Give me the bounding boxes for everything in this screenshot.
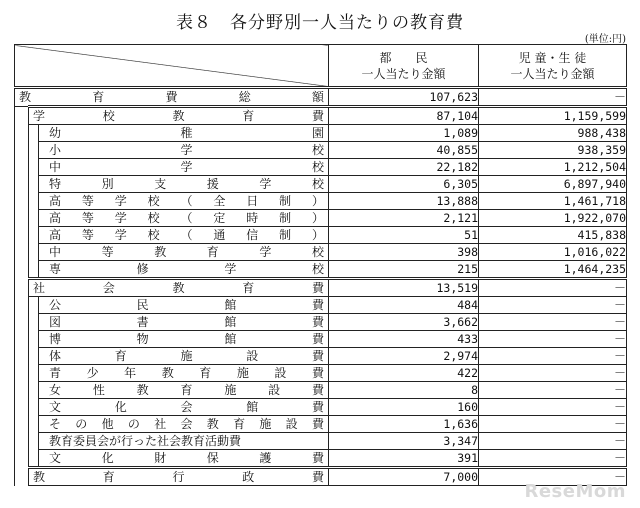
row-label — [39, 176, 329, 193]
row-label — [39, 331, 329, 348]
per-student-value: － — [479, 279, 627, 297]
per-student-value: 415,838 — [479, 227, 627, 244]
per-student-value: － — [479, 297, 627, 314]
row-label-text: 文 化 会 館 費 — [49, 400, 325, 414]
row-label — [39, 193, 329, 210]
indent-cell — [15, 159, 29, 176]
per-student-value: 1,461,718 — [479, 193, 627, 210]
row-label-text: 学 校 教 育 費 — [33, 109, 325, 123]
per-student-value: 938,359 — [479, 142, 627, 159]
row-label — [15, 88, 329, 107]
row-label — [39, 297, 329, 314]
indent-cell — [15, 279, 29, 297]
row-label-text: 教 育 費 総 額 — [19, 90, 325, 104]
per-student-value: － — [479, 433, 627, 450]
table-row — [15, 416, 627, 433]
indent-cell — [15, 297, 29, 314]
indent-cell — [29, 244, 39, 261]
row-label-text: 高 等 学 校 （ 通 信 制 ） — [49, 228, 325, 242]
per-resident-value: 3,347 — [329, 433, 479, 450]
table-row — [15, 382, 627, 399]
per-student-value: － — [479, 88, 627, 107]
row-label — [29, 279, 329, 297]
indent-cell — [15, 416, 29, 433]
row-label — [39, 348, 329, 365]
header-per-resident — [329, 45, 479, 88]
per-student-value: － — [479, 331, 627, 348]
header-per-resident-line2: 一人当たり金額 — [361, 66, 446, 81]
indent-cell — [29, 399, 39, 416]
indent-cell — [29, 433, 39, 450]
per-resident-value: 398 — [329, 244, 479, 261]
per-resident-value: 433 — [329, 331, 479, 348]
per-resident-value: 40,855 — [329, 142, 479, 159]
per-resident-value: 3,662 — [329, 314, 479, 331]
per-resident-value: 391 — [329, 450, 479, 468]
per-resident-value: 422 — [329, 365, 479, 382]
table-row — [15, 279, 627, 297]
per-resident-value: 215 — [329, 261, 479, 279]
indent-cell — [29, 193, 39, 210]
row-label — [29, 107, 329, 125]
row-label — [39, 261, 329, 279]
per-resident-value: 1,089 — [329, 125, 479, 142]
table-row — [15, 159, 627, 176]
indent-cell — [15, 210, 29, 227]
header-per-student — [479, 45, 627, 88]
indent-cell — [15, 399, 29, 416]
indent-cell — [15, 468, 29, 486]
indent-cell — [15, 244, 29, 261]
table-row — [15, 297, 627, 314]
table-row — [15, 210, 627, 227]
indent-cell — [15, 142, 29, 159]
indent-cell — [29, 159, 39, 176]
row-label — [39, 125, 329, 142]
per-resident-value: 2,974 — [329, 348, 479, 365]
per-resident-value: 13,888 — [329, 193, 479, 210]
indent-cell — [15, 227, 29, 244]
table-body — [15, 88, 627, 486]
row-label-text: 高 等 学 校 （ 定 時 制 ） — [49, 211, 325, 225]
table-row — [15, 399, 627, 416]
indent-cell — [15, 193, 29, 210]
per-resident-value: 2,121 — [329, 210, 479, 227]
indent-cell — [15, 331, 29, 348]
row-label-text: 図 書 館 費 — [49, 315, 324, 329]
per-resident-value: 22,182 — [329, 159, 479, 176]
indent-cell — [29, 348, 39, 365]
row-label-text: 幼 稚 園 — [49, 126, 325, 140]
indent-cell — [15, 125, 29, 142]
per-student-value: 6,897,940 — [479, 176, 627, 193]
table-row — [15, 314, 627, 331]
row-label-text: 教 育 行 政 費 — [33, 470, 325, 484]
indent-cell — [29, 416, 39, 433]
indent-cell — [15, 107, 29, 125]
per-resident-value: 1,636 — [329, 416, 479, 433]
table-row — [15, 193, 627, 210]
per-student-value: 1,922,070 — [479, 210, 627, 227]
header-row — [15, 45, 627, 88]
table-row — [15, 450, 627, 468]
per-resident-value: 87,104 — [329, 107, 479, 125]
indent-cell — [29, 176, 39, 193]
header-per-student-line2: 一人当たり金額 — [510, 66, 595, 81]
indent-cell — [15, 261, 29, 279]
indent-cell — [15, 382, 29, 399]
table-row — [15, 125, 627, 142]
table-row — [15, 176, 627, 193]
indent-cell — [29, 450, 39, 468]
row-label-text: 文 化 財 保 護 費 — [49, 451, 324, 465]
row-label-text: そ の 他 の 社 会 教 育 施 設 費 — [49, 417, 324, 431]
per-resident-value: 51 — [329, 227, 479, 244]
table-row — [15, 88, 627, 107]
row-label — [39, 159, 329, 176]
row-label — [39, 244, 329, 261]
per-resident-value: 160 — [329, 399, 479, 416]
per-resident-value: 484 — [329, 297, 479, 314]
indent-cell — [29, 261, 39, 279]
table-row — [15, 261, 627, 279]
diagonal-header-cell — [15, 45, 329, 88]
indent-cell — [29, 365, 39, 382]
indent-cell — [29, 227, 39, 244]
indent-cell — [29, 382, 39, 399]
indent-cell — [15, 348, 29, 365]
per-student-value: 1,212,504 — [479, 159, 627, 176]
indent-cell — [29, 331, 39, 348]
row-label — [39, 314, 329, 331]
per-resident-value: 13,519 — [329, 279, 479, 297]
table-row — [15, 227, 627, 244]
indent-cell — [29, 210, 39, 227]
per-student-value: － — [479, 382, 627, 399]
education-cost-table — [14, 44, 627, 486]
row-label — [29, 468, 329, 486]
table-row — [15, 433, 627, 450]
row-label — [39, 433, 329, 450]
row-label-text: 特 別 支 援 学 校 — [49, 177, 324, 191]
table-row — [15, 142, 627, 159]
table-row — [15, 244, 627, 261]
row-label-text: 社 会 教 育 費 — [33, 281, 325, 295]
header-per-student-line1: 児 童・生 徒 — [518, 50, 587, 65]
indent-cell — [15, 365, 29, 382]
row-label-text: 教育委員会が行った社会教育活動費 — [49, 434, 242, 448]
per-resident-value: 6,305 — [329, 176, 479, 193]
table-row — [15, 331, 627, 348]
indent-cell — [15, 314, 29, 331]
per-student-value: － — [479, 348, 627, 365]
row-label — [39, 382, 329, 399]
per-resident-value: 7,000 — [329, 468, 479, 486]
per-student-value: － — [479, 314, 627, 331]
per-resident-value: 8 — [329, 382, 479, 399]
header-per-resident-line1: 都 民 — [379, 50, 428, 65]
table-row — [15, 348, 627, 365]
row-label-text: 高 等 学 校 （ 全 日 制 ） — [49, 194, 325, 208]
row-label-text: 専 修 学 校 — [49, 262, 324, 276]
row-label-text: 女 性 教 育 施 設 費 — [49, 383, 324, 397]
per-student-value: － — [479, 450, 627, 468]
per-student-value: 1,016,022 — [479, 244, 627, 261]
per-student-value: － — [479, 416, 627, 433]
table-title: 表８ 各分野別一人当たりの教育費 — [176, 13, 464, 33]
row-label — [39, 142, 329, 159]
per-resident-value: 107,623 — [329, 88, 479, 107]
row-label-text: 中 等 教 育 学 校 — [49, 245, 324, 259]
row-label-text: 博 物 館 費 — [49, 332, 324, 346]
per-student-value: － — [479, 365, 627, 382]
indent-cell — [15, 450, 29, 468]
row-label-text: 中 学 校 — [49, 160, 325, 174]
row-label-text: 青 少 年 教 育 施 設 費 — [49, 366, 324, 380]
indent-cell — [29, 297, 39, 314]
row-label — [39, 450, 329, 468]
row-label — [39, 227, 329, 244]
row-label-text: 小 学 校 — [49, 143, 325, 157]
per-student-value: 988,438 — [479, 125, 627, 142]
per-student-value: 1,159,599 — [479, 107, 627, 125]
resemom-watermark: ReseMom — [524, 481, 626, 502]
indent-cell — [15, 433, 29, 450]
row-label-text: 体 育 施 設 費 — [49, 349, 325, 363]
table-row — [15, 365, 627, 382]
row-label — [39, 399, 329, 416]
indent-cell — [15, 176, 29, 193]
indent-cell — [29, 142, 39, 159]
per-student-value: － — [479, 468, 627, 486]
per-student-value: 1,464,235 — [479, 261, 627, 279]
row-label — [39, 416, 329, 433]
row-label-text: 公 民 館 費 — [49, 298, 324, 312]
row-label — [39, 365, 329, 382]
indent-cell — [29, 314, 39, 331]
table-row — [15, 107, 627, 125]
indent-cell — [29, 125, 39, 142]
unit-label: (単位:円) — [584, 34, 626, 45]
per-student-value: － — [479, 399, 627, 416]
row-label — [39, 210, 329, 227]
